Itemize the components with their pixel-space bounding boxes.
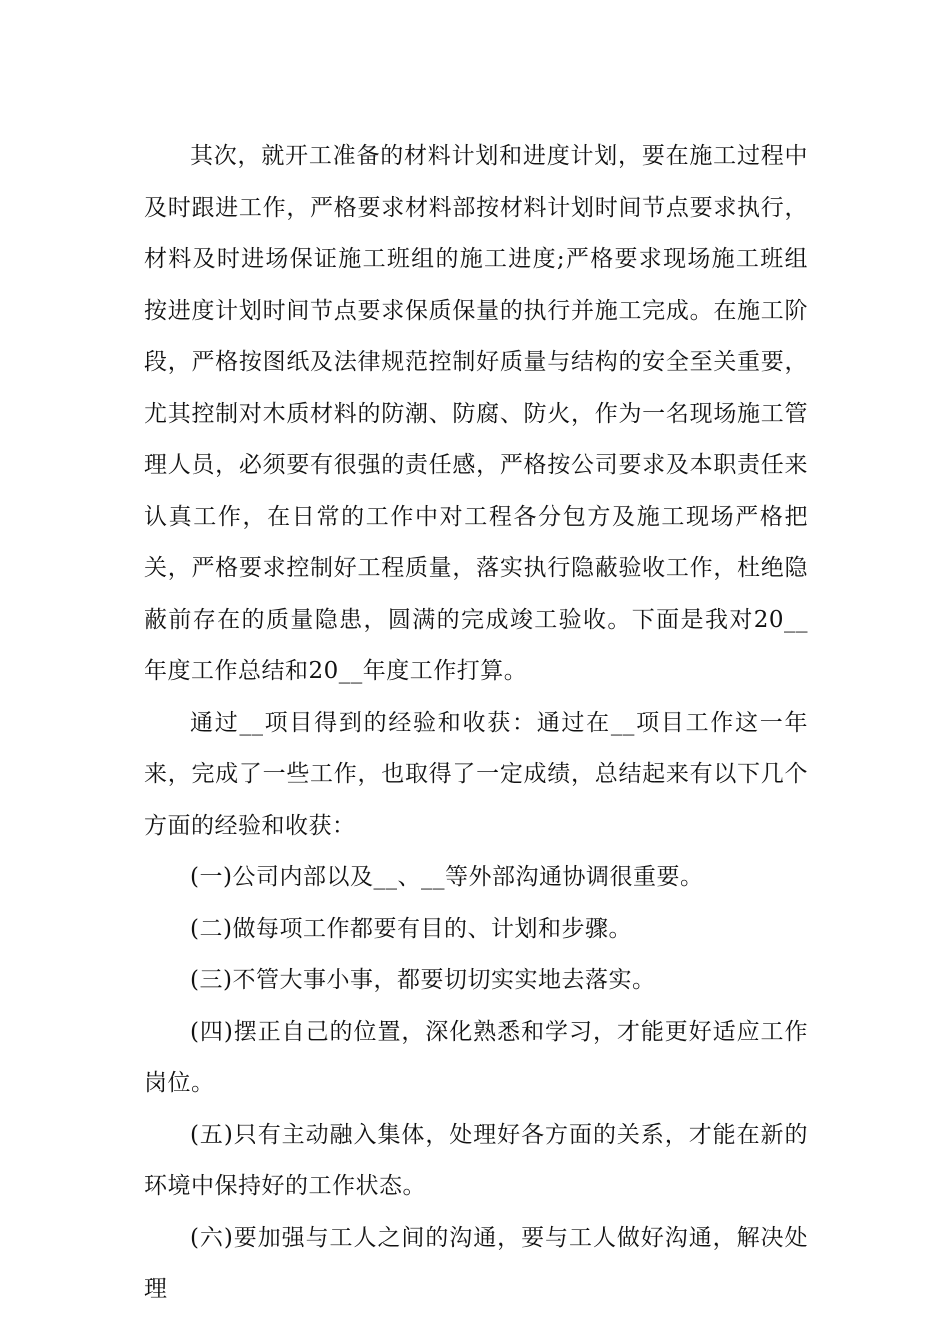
- list-item-2: (二)做每项工作都要有目的、计划和步骤。: [190, 915, 632, 942]
- list-item-6: (六)要加强与工人之间的沟通，要与工人做好沟通，解决处理: [144, 1224, 808, 1302]
- paragraph-experience-intro: 通过__项目得到的经验和收获：通过在__项目工作这一年来，完成了一些工作，也取得了一定成绩，总结起来有以下几个方面的经验和收获：: [144, 709, 808, 839]
- list-item-1: (一)公司内部以及__、__等外部沟通协调很重要。: [190, 864, 704, 890]
- list-item-3: (三)不管大事小事，都要切切实实地去落实。: [190, 967, 656, 993]
- document-body: [144, 131, 808, 1316]
- paragraph-construction-control: 其次，就开工准备的材料计划和进度计划，要在施工过程中及时跟进工作，严格要求材料部按材料计划时间节点要求执行，材料及时进场保证施工班组的施工进度;严格要求现场施工班组按进度计划时间节点要求保质保量的执行并施工完成。在施工阶段，严格按图纸及法律规范控制好质量与结构的安全至关重要，尤其控制对木质材料的防潮、防腐、防火，作为一名现场施工管理人员，必须要有很强的责任感，严格按公司要求及本职责任来认真工作，在日常的工作中对工程各分包方及施工现场严格把关，严格要求控制好工程质量，落实执行隐蔽验收工作，杜绝隐蔽前存在的质量隐患，圆满的完成竣工验收。下面是我对20__年度工作总结和20__年度工作打算。: [144, 143, 808, 684]
- list-item-4: (四)摆正自己的位置，深化熟悉和学习，才能更好适应工作岗位。: [144, 1018, 808, 1096]
- list-item-5: (五)只有主动融入集体，处理好各方面的关系，才能在新的环境中保持好的工作状态。: [144, 1121, 808, 1199]
